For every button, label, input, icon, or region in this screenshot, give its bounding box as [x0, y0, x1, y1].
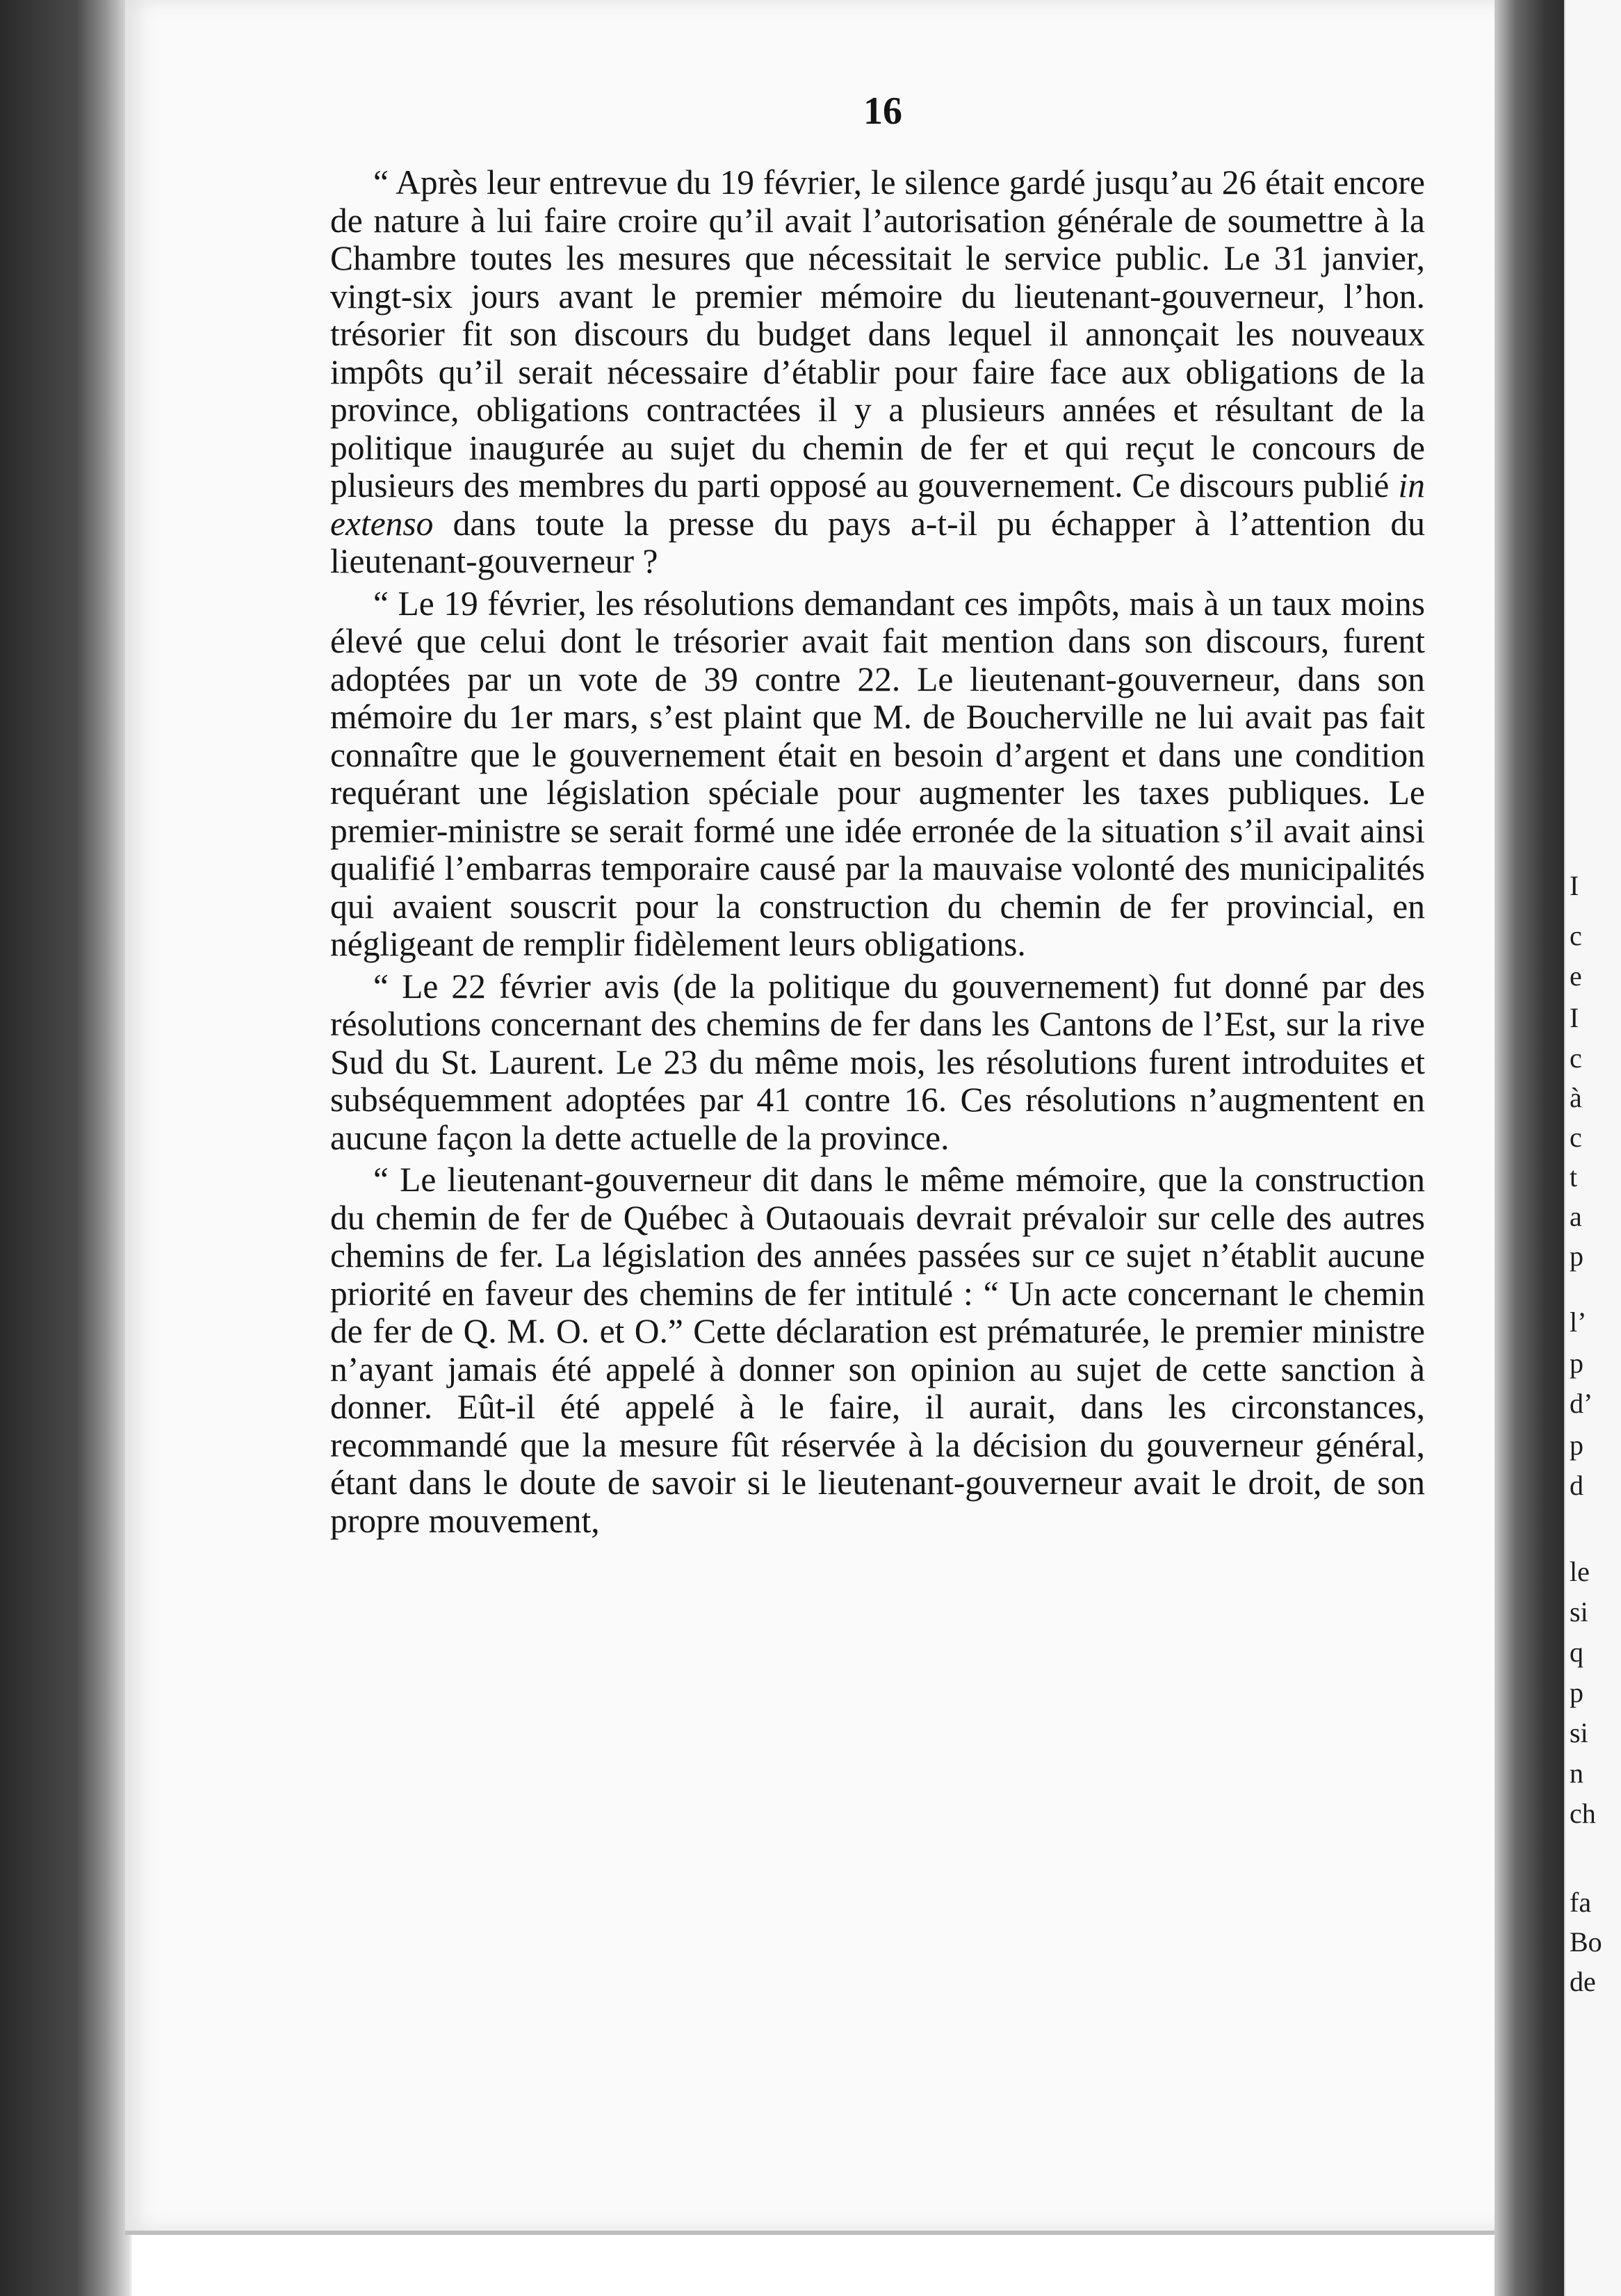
facing-fragment: de — [1570, 1966, 1596, 1997]
facing-fragment: d — [1570, 1470, 1583, 1501]
facing-fragment: a — [1570, 1201, 1582, 1232]
facing-fragment: c — [1570, 920, 1582, 951]
facing-fragment: d’ — [1570, 1388, 1593, 1419]
facing-fragment: si — [1570, 1717, 1588, 1748]
facing-fragment: t — [1570, 1161, 1578, 1192]
paragraph: “ Le 19 février, les résolutions demandant ces impôts, mais à un taux moins élevé que celui dont le trésorier avait fait mention dans son discours, furent adoptées par un vote de 39 contre 22. Le lieutenant-gouverneur, dans son mémoire du 1er mars, s’est plaint que M. de Boucherville ne lui avait pas fait connaître que le gouvernement était en besoin d’argent et dans une condition requérant une législation spéciale pour augmenter les taxes publiques. Le premier-ministre se serait formé une idée erronée de la situation s’il avait ainsi qualifié l’embarras temporaire causé par la mauvaise volonté des municipalités qui avaient souscrit pour la construction du chemin de fer provincial, en négligeant de remplir fidèlement leurs obligations. — [330, 584, 1425, 963]
facing-fragment: p — [1570, 1677, 1583, 1708]
paragraph-text: dans toute la presse du pays a-t-il pu échapper à l’attention du lieutenant-gouverneur ? — [330, 504, 1425, 580]
facing-fragment: ch — [1570, 1798, 1596, 1829]
facing-fragment: c — [1570, 1122, 1582, 1153]
facing-fragment: l’ — [1570, 1306, 1587, 1338]
facing-fragment: Bo — [1570, 1926, 1602, 1958]
facing-fragment: c — [1570, 1042, 1582, 1074]
facing-fragment: si — [1570, 1596, 1588, 1627]
scan-left-shadow — [0, 0, 132, 2296]
facing-fragment: e — [1570, 960, 1582, 992]
paragraph: “ Le 22 février avis (de la politique du gouvernement) fut donné par des résolutions concernant des chemins de fer dans les Cantons de l’Est, sur la rive Sud du St. Laurent. Le 23 du même mois, les résolutions furent introduites et subséquemment adoptées par 41 contre 16. Ces résolutions n’augmentent en aucune façon la dette actuelle de la province. — [330, 967, 1425, 1157]
page-edge-shadow — [1494, 0, 1564, 2296]
body-text — [330, 164, 1425, 1544]
italic-phrase: in extenso — [330, 466, 1425, 543]
facing-fragment: à — [1570, 1082, 1582, 1113]
facing-fragment: I — [1570, 870, 1579, 901]
facing-fragment: p — [1570, 1347, 1583, 1379]
facing-fragment: q — [1570, 1637, 1583, 1668]
facing-fragment: p — [1570, 1240, 1583, 1272]
paragraph — [330, 164, 1425, 581]
page-number: 16 — [863, 90, 902, 133]
facing-fragment: fa — [1570, 1887, 1592, 1918]
facing-fragment: p — [1570, 1429, 1583, 1461]
facing-page-sliver — [1564, 0, 1621, 2296]
facing-fragment: I — [1570, 1002, 1579, 1033]
facing-fragment: n — [1570, 1757, 1583, 1789]
paragraph: “ Le lieutenant-gouverneur dit dans le même mémoire, que la construction du chemin de fer de Québec à Outaouais devrait prévaloir sur celle des autres chemins de fer. La législation des années passées sur ce sujet n’établit aucune priorité en faveur des chemins de fer intitulé : “ Un acte concernant le chemin de fer de Q. M. O. et O.” Cette déclaration est prématurée, le premier ministre n’ayant jamais été appelé à donner son opinion au sujet de cette sanction à donner. Eût-il été appelé à le faire, il aurait, dans les circonstances, recommandé que la mesure fût réservée à la décision du gouverneur général, étant dans le doute de savoir si le lieutenant-gouverneur avait le droit, de son propre mouvement, — [330, 1161, 1425, 1540]
facing-fragment: le — [1570, 1556, 1590, 1587]
paragraph-text: “ Après leur entrevue du 19 février, le silence gardé jusqu’au 26 était encore de nature à lui faire croire qu’il avait l’autorisation générale de soumettre à la Chambre toutes les mesures que nécessitait le service public. Le 31 janvier, vingt-six jours avant le premier mémoire du lieutenant-gouverneur, l’hon. trésorier fit son discours du budget dans lequel il annonçait les nouveaux impôts qu’il serait nécessaire d’établir pour faire face aux obligations de la province, obligations contractées il y a plusieurs années et résultant de la politique inaugurée au sujet du chemin de fer et qui reçut le concours de plusieurs des membres du parti opposé au gouvernement. Ce discours publié — [330, 163, 1425, 505]
